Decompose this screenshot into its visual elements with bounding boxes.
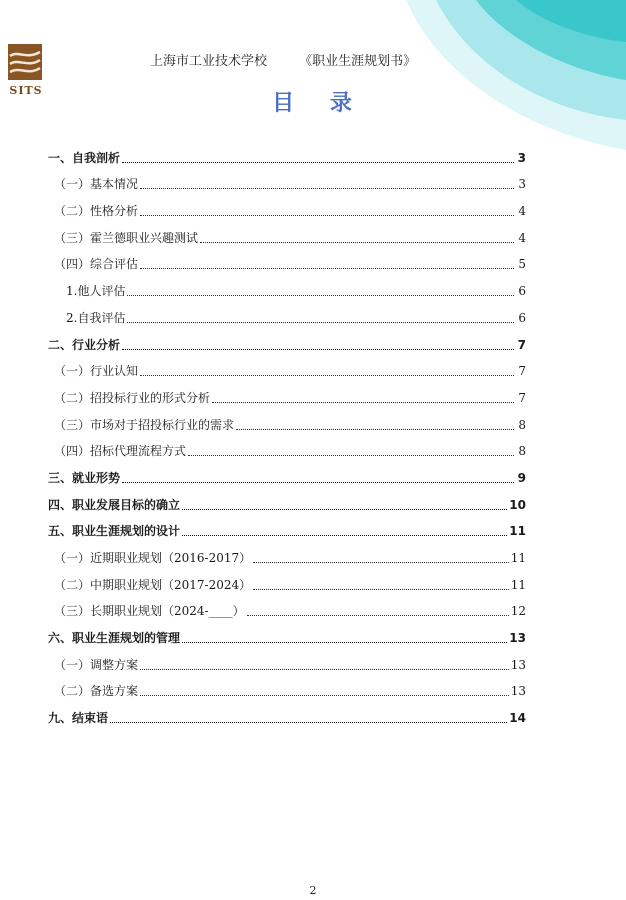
toc-entry-label: （四）招标代理流程方式 <box>54 444 187 459</box>
toc-entry[interactable] <box>48 701 526 728</box>
toc-entry-label: （二）招投标行业的形式分析 <box>54 390 211 405</box>
page-title: 目 录 <box>272 91 366 116</box>
toc-entry-page: 11 <box>510 551 526 565</box>
toc-entry-page: 8 <box>518 444 526 459</box>
toc-dot-leader <box>110 722 507 723</box>
toc-entry[interactable] <box>48 248 526 275</box>
toc-entry-label: 九、结束语 <box>48 711 109 726</box>
toc-entry-page: 9 <box>517 470 526 485</box>
toc-entry[interactable] <box>48 675 526 702</box>
toc-dot-leader <box>247 615 509 616</box>
toc-entry-page: 13 <box>510 684 526 699</box>
school-name: 上海市工业技术学校 <box>150 54 268 69</box>
toc-entry-label: （一）行业认知 <box>54 364 139 379</box>
toc-entry-label: （三）市场对于招投标行业的需求 <box>54 417 235 432</box>
toc-entry[interactable] <box>48 408 526 435</box>
toc-entry-page: 3 <box>518 177 526 192</box>
toc-dot-leader <box>122 162 514 163</box>
toc-entry[interactable] <box>48 328 526 355</box>
toc-dot-leader <box>200 242 514 243</box>
toc-entry-label: 二、行业分析 <box>48 337 121 352</box>
toc-entry[interactable] <box>48 461 526 488</box>
toc-entry-page: 11 <box>509 524 526 539</box>
toc-entry-label: （三）霍兰德职业兴趣测试 <box>54 230 199 245</box>
document-title: 《职业生涯规划书》 <box>299 54 417 69</box>
toc-dot-leader <box>140 375 514 376</box>
toc-entry[interactable] <box>48 274 526 301</box>
toc-entry-page: 5 <box>518 257 526 272</box>
toc-dot-leader <box>140 188 514 189</box>
toc-entry-label: （二）备选方案 <box>54 684 139 699</box>
toc-entry[interactable] <box>48 194 526 221</box>
toc-entry-label: （一）基本情况 <box>54 177 139 192</box>
toc-entry-page: 7 <box>518 364 526 379</box>
toc-entry-label: （二）性格分析 <box>54 204 139 219</box>
toc-entry-label: （二）中期职业规划（2017-2024） <box>54 577 252 592</box>
toc-entry-label: （四）综合评估 <box>54 257 139 272</box>
toc-entry[interactable] <box>48 568 526 595</box>
toc-entry-page: 10 <box>509 497 526 512</box>
toc-entry-page: 13 <box>510 657 526 672</box>
toc-entry-page: 4 <box>518 230 526 245</box>
toc-dot-leader <box>122 349 514 350</box>
toc-dot-leader <box>122 482 514 483</box>
toc-entry-label: 1.他人评估 <box>66 284 126 299</box>
toc-entry-label: 四、职业发展目标的确立 <box>48 497 181 512</box>
toc-entry[interactable] <box>48 515 526 542</box>
toc-dot-leader <box>212 402 514 403</box>
toc-entry-label: （三）长期职业规划（2024-____） <box>54 604 245 619</box>
toc-entry[interactable] <box>48 648 526 675</box>
toc-entry-page: 11 <box>510 577 526 592</box>
toc-entry-label: 六、职业生涯规划的管理 <box>48 631 181 646</box>
toc-entry-page: 6 <box>518 284 526 299</box>
toc-dot-leader <box>182 509 507 510</box>
toc-dot-leader <box>140 695 509 696</box>
toc-entry[interactable] <box>48 541 526 568</box>
toc-dot-leader <box>140 268 514 269</box>
toc-entry[interactable] <box>48 301 526 328</box>
toc-entry[interactable] <box>48 141 526 168</box>
decorative-wave <box>366 0 626 160</box>
toc-entry-label: （一）近期职业规划（2016-2017） <box>54 551 252 565</box>
toc-dot-leader <box>236 429 514 430</box>
toc-entry-page: 6 <box>518 310 526 325</box>
toc-entry-label: 一、自我剖析 <box>48 150 121 165</box>
toc-entry-page: 7 <box>518 390 526 405</box>
toc-entry[interactable] <box>48 381 526 408</box>
toc-entry[interactable] <box>48 221 526 248</box>
toc-entry-page: 8 <box>518 417 526 432</box>
logo-text: SITS <box>9 84 43 97</box>
toc-entry-label: 五、职业生涯规划的设计 <box>48 524 181 539</box>
toc-entry-label: （一）调整方案 <box>54 657 139 672</box>
toc-entry[interactable] <box>48 435 526 462</box>
sits-logo-icon <box>8 44 42 80</box>
toc-entry[interactable] <box>48 168 526 195</box>
toc-entry[interactable] <box>48 355 526 382</box>
toc-entry-page: 4 <box>518 204 526 219</box>
toc-dot-leader <box>140 669 509 670</box>
page-header <box>150 50 416 69</box>
toc-entry-page: 14 <box>509 711 526 726</box>
toc-entry-page: 3 <box>517 150 526 165</box>
toc-dot-leader <box>182 535 507 536</box>
toc-dot-leader <box>188 455 514 456</box>
toc-dot-leader <box>127 322 514 323</box>
toc-entry[interactable] <box>48 621 526 648</box>
toc-entry[interactable] <box>48 488 526 515</box>
toc-entry-label: 三、就业形势 <box>48 470 121 485</box>
table-of-contents <box>48 141 526 728</box>
toc-dot-leader <box>127 295 514 296</box>
page-number: 2 <box>309 884 317 897</box>
toc-entry-label: 2.自我评估 <box>66 310 126 325</box>
toc-entry-page: 12 <box>510 604 526 619</box>
toc-dot-leader <box>253 589 509 590</box>
toc-dot-leader <box>140 215 514 216</box>
toc-entry-page: 13 <box>509 631 526 646</box>
toc-entry-page: 7 <box>517 337 526 352</box>
toc-dot-leader <box>182 642 507 643</box>
toc-dot-leader <box>253 562 509 563</box>
toc-entry[interactable] <box>48 595 526 622</box>
